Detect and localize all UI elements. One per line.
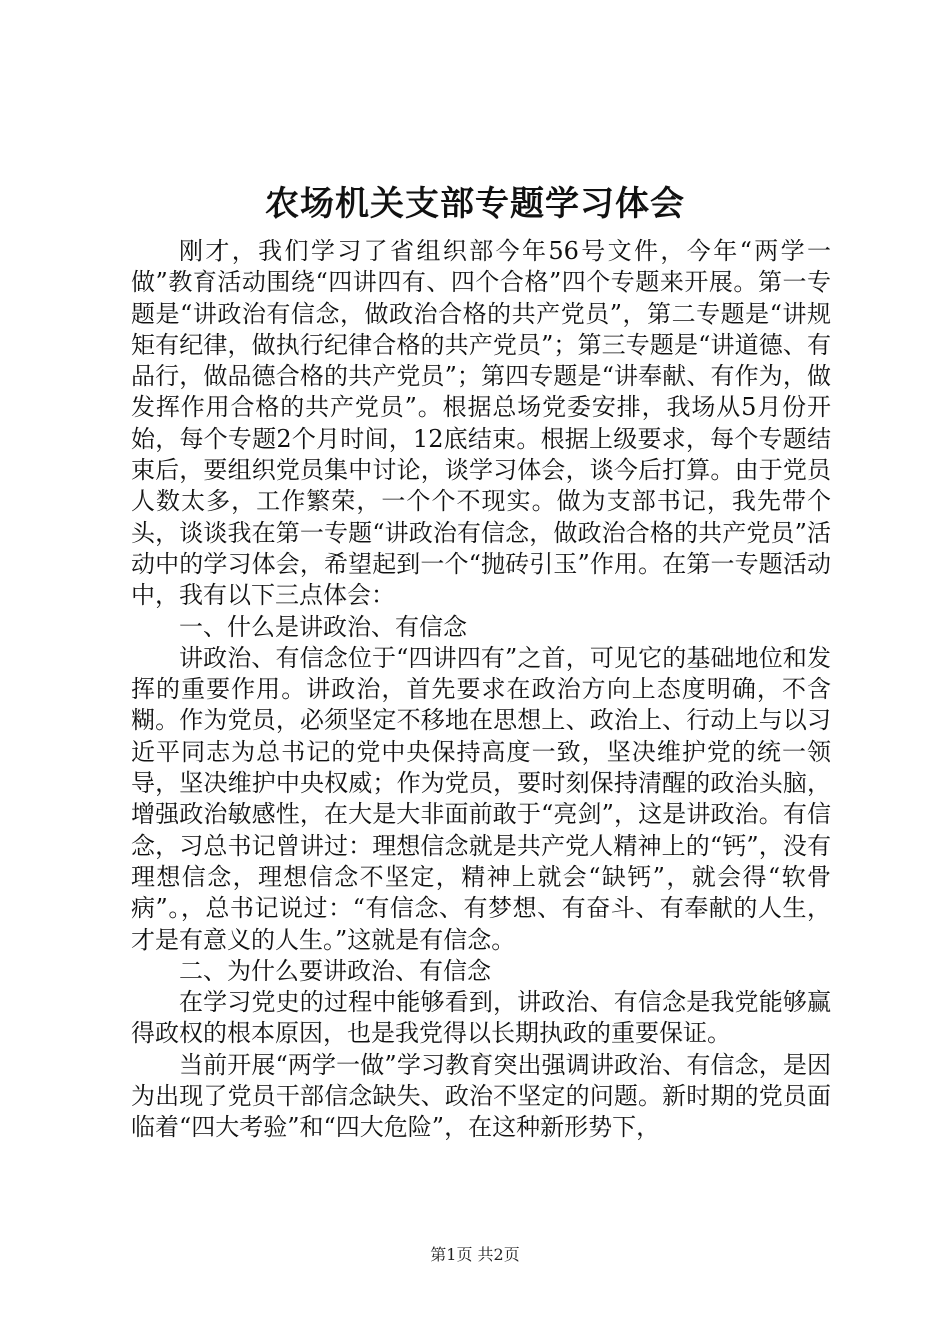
paragraph-section-1: 讲政治、有信念位于“四讲四有”之首，可见它的基础地位和发挥的重要作用。讲政治，首先要求在政治方向上态度明确，不含糊。作为党员，必须坚定不移地在思想上、政治上、行动上与以习近平同志为总书记的党中央保持高度一致，坚决维护党的统一领导，坚决维护中央权威；作为党员，要时刻保持清醒的政治头脑，增强政治敏感性，在大是大非面前敢于“亮剑”，这是讲政治。有信念，习总书记曾讲过：理想信念就是共产党人精神上的“钙”，没有理想信念，理想信念不坚定，精神上就会“缺钙”，就会得“软骨病”。，总书记说过：“有信念、有梦想、有奋斗、有奉献的人生，才是有意义的人生。”这就是有信念。 (131, 643, 831, 954)
paragraph-section-2a: 在学习党史的过程中能够看到，讲政治、有信念是我党能够赢得政权的根本原因，也是我党得以长期执政的重要保证。 (131, 988, 831, 1048)
section-heading-2: 二、为什么要讲政治、有信念 (179, 956, 491, 985)
page-footer: 第1页 共2页 (430, 1245, 520, 1264)
paragraph-intro: 刚才，我们学习了省组织部今年56号文件，今年“两学一做”教育活动围绕“四讲四有、四个合格”四个专题来开展。第一专题是“讲政治有信念，做政治合格的共产党员”，第二专题是“讲规矩有纪律，做执行纪律合格的共产党员”；第三专题是“讲道德、有品行，做品德合格的共产党员”；第四专题是“讲奉献、有作为，做发挥作用合格的共产党员”。根据总场党委安排，我场从5月份开始，每个专题2个月时间，12底结束。根据上级要求，每个专题结束后，要组织党员集中讨论，谈学习体会，谈今后打算。由于党员人数太多，工作繁荣，一个个不现实。做为支部书记，我先带个头，谈谈我在第一专题“讲政治有信念，做政治合格的共产党员”活动中的学习体会，希望起到一个“抛砖引玉”作用。在第一专题活动中，我有以下三点体会： (131, 237, 831, 610)
paragraph-section-2b: 当前开展“两学一做”学习教育突出强调讲政治、有信念，是因为出现了党员干部信念缺失、政治不坚定的问题。新时期的党员面临着“四大考验”和“四大危险”，在这种新形势下， (131, 1050, 831, 1142)
document-title: 农场机关支部专题学习体会 (265, 184, 685, 224)
section-heading-1: 一、什么是讲政治、有信念 (179, 612, 467, 641)
document-body (131, 236, 831, 1144)
